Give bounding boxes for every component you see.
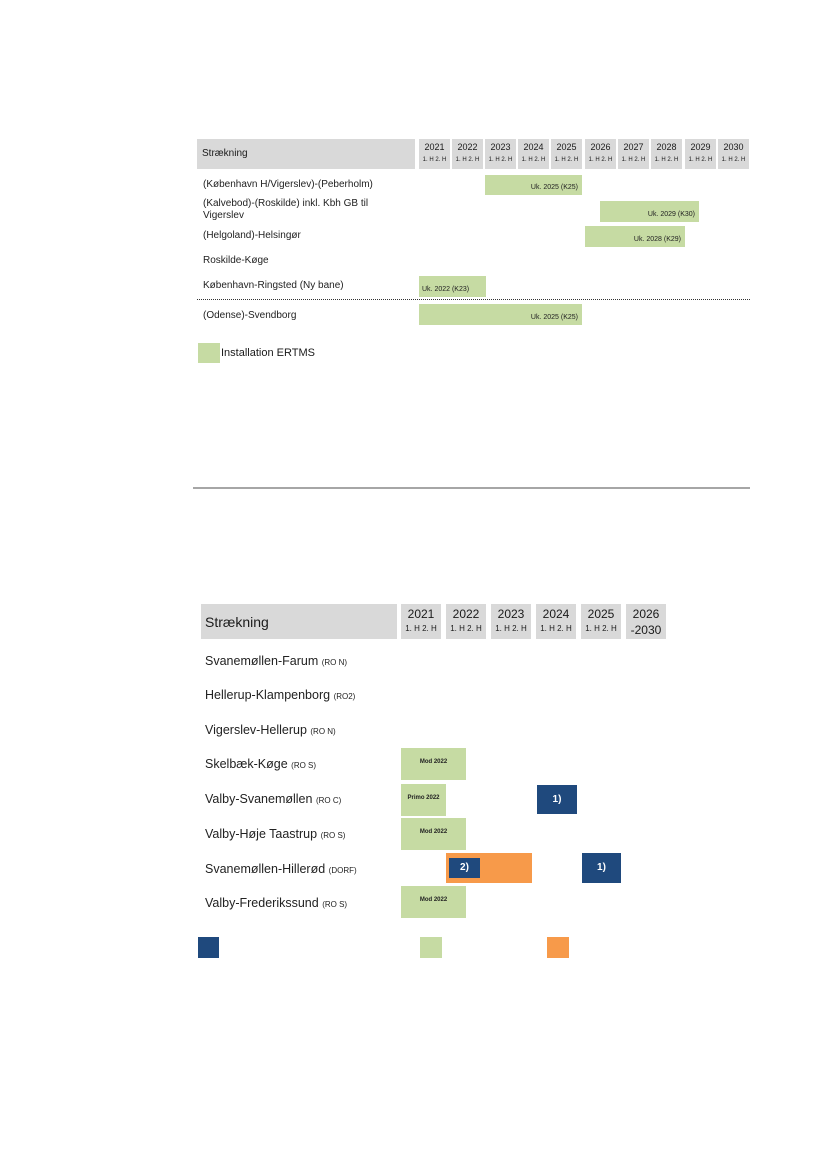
- chart1-year-2026: 2026 1. H 2. H: [585, 139, 616, 169]
- chart1-row-label: (Odense)-Svendborg: [203, 310, 297, 321]
- chart1-year-2024: 2024 1. H 2. H: [518, 139, 549, 169]
- chart1-year-2028: 2028 1. H 2. H: [651, 139, 682, 169]
- chart2-legend-swatch-orange: [547, 937, 569, 958]
- chart1-bar: Uk. 2025 (K25): [485, 175, 582, 195]
- chart1-bar: Uk. 2022 (K23): [419, 276, 486, 297]
- chart2-year-2021: 2021 1. H 2. H: [401, 604, 441, 639]
- chart1-year-2030: 2030 1. H 2. H: [718, 139, 749, 169]
- chart2-row-label: Hellerup-Klampenborg (RO2): [205, 688, 356, 702]
- chart2-bar-valby-hoje-taastrup: Mod 2022: [401, 818, 466, 850]
- chart2-row-label: Valby-Svanemøllen (RO C): [205, 792, 342, 806]
- chart2-header-label: Strækning: [205, 614, 269, 630]
- chart1-legend-swatch: [198, 343, 220, 363]
- chart1-row-label: (Helgoland)-Helsingør: [203, 230, 301, 241]
- chart1-year-2022: 2022 1. H 2. H: [452, 139, 483, 169]
- chart1-year-2029: 2029 1. H 2. H: [685, 139, 716, 169]
- chart1-year-2025: 2025 1. H 2. H: [551, 139, 582, 169]
- chart1-year-2023: 2023 1. H 2. H: [485, 139, 516, 169]
- chart1-header-label-cell: [197, 139, 415, 169]
- chart2-row-label: Svanemøllen-Farum (RO N): [205, 654, 348, 668]
- chart2-bar-valby-frederikssund: Mod 2022: [401, 886, 466, 918]
- chart1-legend-label: Installation ERTMS: [221, 347, 315, 359]
- chart2-header-label-cell: [201, 604, 397, 639]
- chart2-marker-hillerod-a: 2): [449, 858, 480, 878]
- section-divider: [193, 487, 750, 489]
- chart1-row-label: Roskilde-Køge: [203, 255, 269, 266]
- chart2-legend-swatch-green: [420, 937, 442, 958]
- chart2-marker-hillerod-b: 1): [582, 853, 621, 883]
- chart1-bar: Uk. 2028 (K29): [585, 226, 685, 247]
- chart2-year-2023: 2023 1. H 2. H: [491, 604, 531, 639]
- chart1-header-label: Strækning: [202, 148, 248, 159]
- chart1-bar: Uk. 2029 (K30): [600, 201, 699, 222]
- chart2-row-label: Valby-Frederikssund (RO S): [205, 896, 348, 910]
- chart2-year-2025: 2025 1. H 2. H: [581, 604, 621, 639]
- chart2-year-2024: 2024 1. H 2. H: [536, 604, 576, 639]
- chart2-row-label: Valby-Høje Taastrup (RO S): [205, 827, 346, 841]
- chart2-row-label: Vigerslev-Hellerup (RO N): [205, 723, 336, 737]
- chart2-marker-valby-svanemollen: 1): [537, 785, 577, 814]
- chart1-row-label: (Kalvebod)-(Roskilde) inkl. Kbh GB til Vigerslev: [203, 198, 369, 221]
- chart1-dotted-divider: [197, 299, 750, 300]
- chart2-year-2022: 2022 1. H 2. H: [446, 604, 486, 639]
- chart2-row-label: Skelbæk-Køge (RO S): [205, 757, 317, 771]
- chart1-year-2021: 2021 1. H 2. H: [419, 139, 450, 169]
- chart1-row-label: København-Ringsted (Ny bane): [203, 280, 344, 291]
- chart2-bar-skelbaek: Mod 2022: [401, 748, 466, 780]
- chart2-row-label: Svanemøllen-Hillerød (DORF): [205, 862, 357, 876]
- chart1-row-label: (København H/Vigerslev)-(Peberholm): [203, 179, 373, 190]
- chart2-bar-valby-svanemollen: Primo 2022: [401, 784, 446, 816]
- chart1-year-2027: 2027 1. H 2. H: [618, 139, 649, 169]
- chart2-legend-swatch-navy: [198, 937, 219, 958]
- chart1-bar: Uk. 2025 (K25): [419, 304, 582, 325]
- chart2-year-2026-2030: 2026 -2030: [626, 604, 666, 639]
